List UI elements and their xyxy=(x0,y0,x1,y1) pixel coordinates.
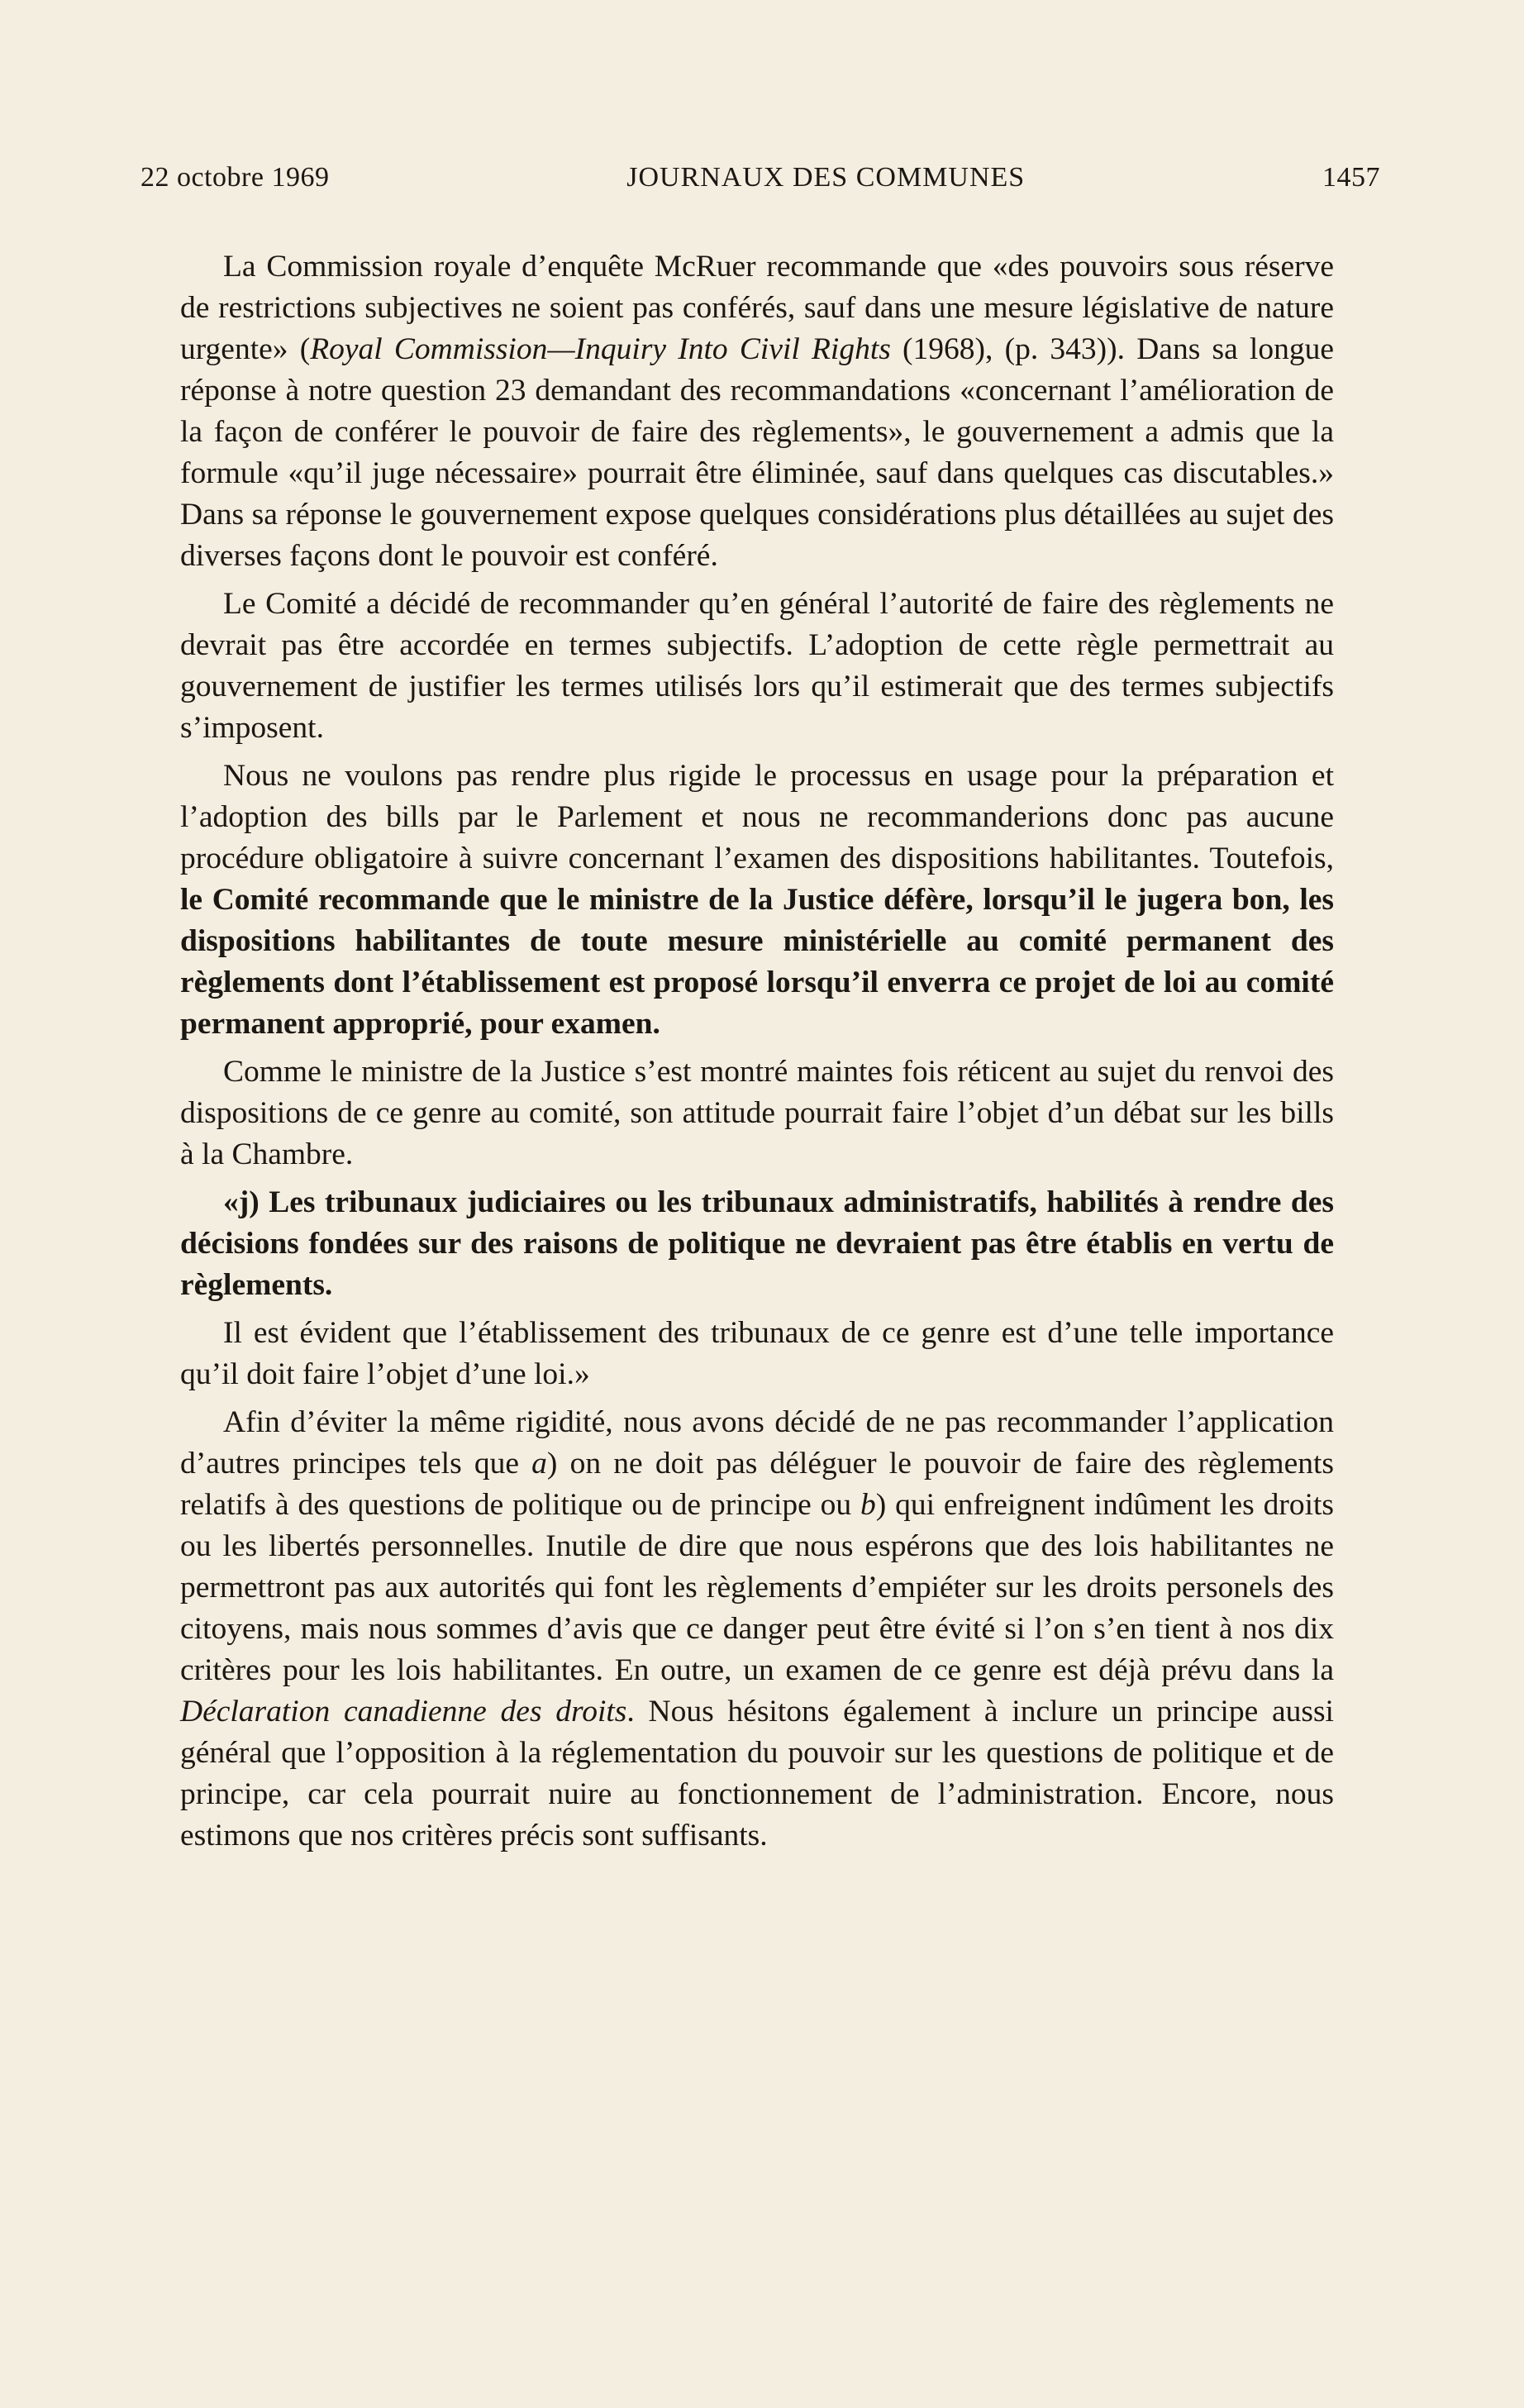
paragraph-7-item-b: b xyxy=(860,1488,876,1522)
paragraph-1 xyxy=(180,246,1334,577)
paragraph-7-text-c: ) qui enfreignent indûment les droits ou les libertés personnelles. Inutile de dire que nous espérons que des lois habilitantes ne permettront pas aux autorités qui font les règlements d’empiéter sur les droits personels des citoyens, mais nous sommes d’avis que ce danger peut être évité si l’on s’en tient à nos dix critères pour les lois habilitantes. En outre, un examen de ce genre est déjà prévu dans la xyxy=(180,1488,1334,1687)
paragraph-7-text-b: ) on ne doit pas déléguer le pouvoir de faire des règlements relatifs à des questions de politique ou de principe ou xyxy=(180,1447,1334,1522)
paragraph-1-citation: Royal Commission—Inquiry Into Civil Rights xyxy=(310,332,891,366)
paragraph-7 xyxy=(180,1402,1334,1857)
header-title: JOURNAUX DES COMMUNES xyxy=(626,162,1026,193)
paragraph-7-declaration-title: Déclaration canadienne des droits xyxy=(180,1695,627,1729)
paragraph-2: Le Comité a décidé de recommander qu’en général l’autorité de faire des règlements ne devrait pas être accordée en termes subjectifs. L’adoption de cette règle permettrait au gouvernement de justifier les termes utilisés lors qu’il estimerait que des termes subjectifs s’imposent. xyxy=(180,587,1334,745)
paragraph-1-text-a: La Commission royale d’enquête McRuer recommande que «des pouvoirs sous réserve de restrictions subjectives ne soient pas conférés, sauf dans une mesure législative de nature urgente» ( xyxy=(180,250,1334,366)
paragraph-3-recommendation: le Comité recommande que le ministre de la Justice défère, lorsqu’il le jugera bon, les dispositions habilitantes de toute mesure ministérielle au comité permanent des règlements dont l’établissement est proposé lorsqu’il enverra ce projet de loi au comité permanent approprié, pour examen. xyxy=(180,883,1334,1041)
paragraph-7-text-a: Afin d’éviter la même rigidité, nous avons décidé de ne pas recommander l’application d’autres principes tels que xyxy=(180,1405,1334,1481)
running-header xyxy=(140,162,1380,198)
header-date: 22 octobre 1969 xyxy=(140,162,330,193)
paragraph-1-text-b: (1968), (p. 343)). Dans sa longue réponse à notre question 23 demandant des recommandations «concernant l’amélioration de la façon de conférer le pouvoir de faire des règlements», le gouvernement a admis que la formule «qu’il juge nécessaire» pourrait être éliminée, sauf dans quelques cas discutables.» Dans sa réponse le gouvernement expose quelques considérations plus détaillées au sujet des diverses façons dont le pouvoir est conféré. xyxy=(180,332,1334,573)
header-page-number: 1457 xyxy=(1322,162,1380,193)
paragraph-3 xyxy=(180,756,1334,1045)
paragraph-7-text-d: . Nous hésitons également à inclure un principe aussi général que l’opposition à la réglementation du pouvoir sur les questions de politique et de principe, car cela pourrait nuire au fonctionnement de l’administration. Encore, nous estimons que nos critères précis sont suffisants. xyxy=(180,1695,1334,1852)
body-text xyxy=(180,246,1334,1863)
paragraph-6: Il est évident que l’établissement des tribunaux de ce genre est d’une telle importance qu’il doit faire l’objet d’une loi.» xyxy=(180,1316,1334,1391)
paragraph-4: Comme le ministre de la Justice s’est montré maintes fois réticent au sujet du renvoi des dispositions de ce genre au comité, son attitude pourrait faire l’objet d’un débat sur les bills à la Chambre. xyxy=(180,1055,1334,1171)
paragraph-5-quoted-principle: «j) Les tribunaux judiciaires ou les tribunaux administratifs, habilités à rendre des décisions fondées sur des raisons de politique ne devraient pas être établis en vertu de règlements. xyxy=(180,1185,1334,1302)
paragraph-7-item-a: a xyxy=(531,1447,547,1481)
paragraph-3-text: Nous ne voulons pas rendre plus rigide le processus en usage pour la préparation et l’adoption des bills par le Parlement et nous ne recommanderions donc pas aucune procédure obligatoire à suivre concernant l’examen des dispositions habilitantes. Toutefois, xyxy=(180,759,1334,875)
